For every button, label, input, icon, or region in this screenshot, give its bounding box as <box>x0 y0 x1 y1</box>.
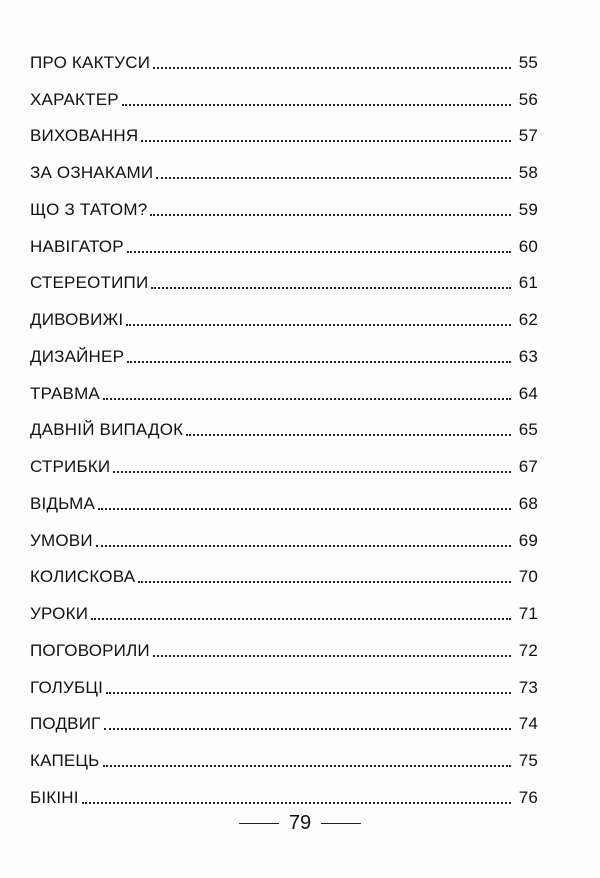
toc-entry-title: ЩО З ТАТОМ? <box>30 199 148 219</box>
table-of-contents <box>30 36 538 808</box>
toc-entry-title: НАВІГАТОР <box>30 236 124 256</box>
dot-leader <box>153 655 511 657</box>
toc-entry <box>30 36 538 73</box>
toc-entry-title: ПОДВИГ <box>30 714 101 734</box>
page-number: 79 <box>288 812 312 834</box>
footer-rule-left <box>239 823 279 824</box>
toc-entry <box>30 514 538 551</box>
toc-entry-title: ПРО КАКТУСИ <box>30 52 151 72</box>
toc-entry-page: 58 <box>518 163 538 182</box>
toc-entry-page: 57 <box>518 126 538 146</box>
toc-entry <box>30 624 538 661</box>
dot-leader <box>153 67 511 69</box>
dot-leader <box>104 728 511 730</box>
toc-entry <box>30 698 538 735</box>
toc-entry-title: КОЛИСКОВА <box>30 567 136 587</box>
toc-entry-title: ДИЗАЙНЕР <box>30 346 125 366</box>
toc-entry-title: ЗА ОЗНАКАМИ <box>30 163 154 182</box>
dot-leader <box>91 618 511 620</box>
dot-leader <box>127 361 511 363</box>
toc-entry-title: ТРАВМА <box>30 383 100 403</box>
toc-entry <box>30 183 538 220</box>
toc-entry <box>30 73 538 110</box>
toc-entry-page: 73 <box>518 677 538 697</box>
toc-entry-page: 76 <box>518 787 538 807</box>
toc-entry <box>30 257 538 294</box>
dot-leader <box>82 802 511 804</box>
toc-entry-page: 56 <box>518 89 538 109</box>
toc-entry <box>30 110 538 147</box>
toc-entry-title: ГОЛУБЦІ <box>30 677 104 697</box>
toc-entry-title: ПОГОВОРИЛИ <box>30 640 150 660</box>
toc-entry <box>30 404 538 441</box>
dot-leader <box>126 324 511 326</box>
toc-entry-title: СТРИБКИ <box>30 457 111 476</box>
toc-entry <box>30 551 538 588</box>
toc-entry <box>30 734 538 771</box>
toc-entry <box>30 220 538 257</box>
toc-entry <box>30 440 538 477</box>
dot-leader <box>106 692 511 694</box>
toc-entry-page: 62 <box>518 310 538 329</box>
toc-entry <box>30 367 538 404</box>
toc-entry-title: УМОВИ <box>30 530 93 550</box>
dot-leader <box>156 177 511 179</box>
toc-entry-title: КАПЕЦЬ <box>30 751 100 770</box>
toc-entry <box>30 477 538 514</box>
toc-entry-title: ВІДЬМА <box>30 493 96 513</box>
toc-entry-title: СТЕРЕОТИПИ <box>30 273 149 293</box>
dot-leader <box>103 765 511 767</box>
toc-entry-page: 71 <box>518 604 538 623</box>
toc-entry-title: ДИВОВИЖІ <box>30 310 124 329</box>
toc-entry-title: ХАРАКТЕР <box>30 89 119 109</box>
dot-leader <box>138 581 511 583</box>
page-footer <box>0 812 600 835</box>
toc-entry <box>30 293 538 330</box>
toc-entry <box>30 771 538 808</box>
dot-leader <box>141 140 511 142</box>
toc-entry-page: 65 <box>518 420 538 440</box>
toc-entry-page: 59 <box>518 199 538 219</box>
dot-leader <box>103 398 511 400</box>
toc-entry <box>30 146 538 183</box>
toc-entry-title: БІКІНІ <box>30 787 79 807</box>
toc-entry-page: 74 <box>518 714 538 734</box>
dot-leader <box>96 545 511 547</box>
dot-leader <box>127 251 511 253</box>
toc-entry-page: 61 <box>518 273 538 293</box>
toc-entry-title: УРОКИ <box>30 604 89 623</box>
dot-leader <box>113 471 511 473</box>
dot-leader <box>122 104 511 106</box>
dot-leader <box>186 434 511 436</box>
toc-entry-page: 75 <box>518 751 538 770</box>
footer-rule-right <box>321 823 361 824</box>
toc-entry-title: ВИХОВАННЯ <box>30 126 139 146</box>
toc-entry <box>30 587 538 624</box>
toc-entry <box>30 330 538 367</box>
toc-entry-page: 72 <box>518 640 538 660</box>
toc-entry-page: 55 <box>518 52 538 72</box>
dot-leader <box>150 214 511 216</box>
toc-entry <box>30 661 538 698</box>
dot-leader <box>151 287 511 289</box>
toc-entry-page: 70 <box>518 567 538 587</box>
toc-entry-page: 63 <box>518 346 538 366</box>
dot-leader <box>98 508 511 510</box>
toc-entry-page: 69 <box>518 530 538 550</box>
toc-entry-page: 64 <box>518 383 538 403</box>
toc-entry-page: 68 <box>518 493 538 513</box>
toc-entry-title: ДАВНІЙ ВИПАДОК <box>30 420 184 440</box>
toc-entry-page: 60 <box>518 236 538 256</box>
toc-entry-page: 67 <box>518 457 538 476</box>
